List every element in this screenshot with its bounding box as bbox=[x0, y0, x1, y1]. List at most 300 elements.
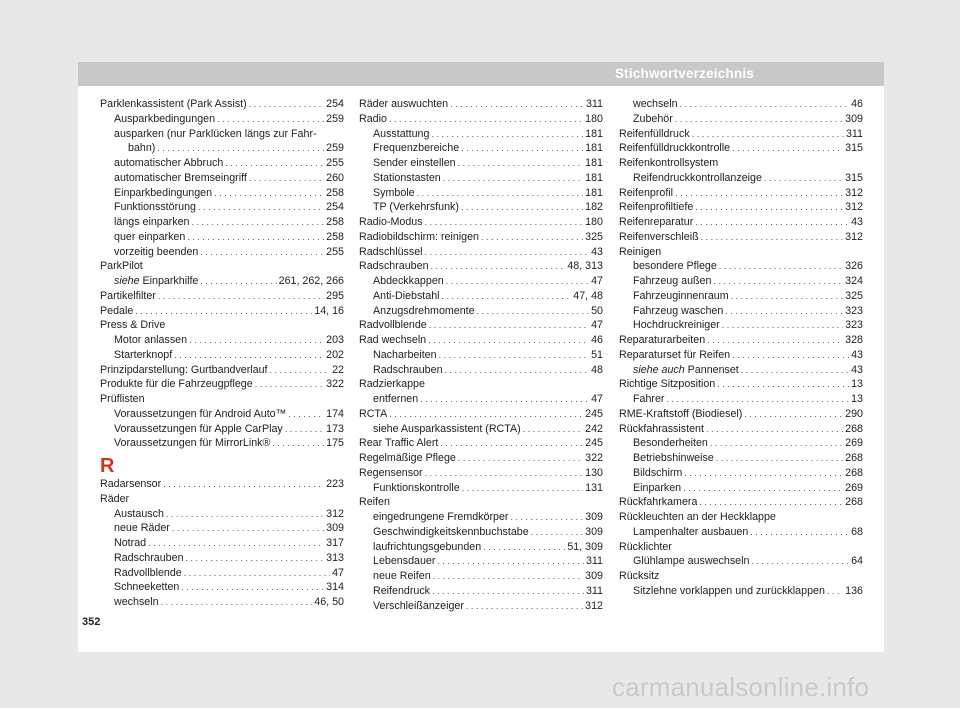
index-entry-page: 258 bbox=[326, 216, 344, 228]
index-entry-page: 313 bbox=[326, 551, 344, 564]
index-entry bbox=[619, 230, 863, 245]
index-entry-label: Richtige Sitzposition bbox=[619, 378, 716, 391]
index-entry-label: Rad wechseln bbox=[359, 334, 427, 346]
index-entry-page: 203 bbox=[326, 334, 344, 346]
dot-leader bbox=[483, 540, 565, 555]
index-entry bbox=[100, 422, 344, 437]
dot-leader bbox=[198, 200, 324, 215]
index-entry bbox=[100, 318, 344, 333]
index-entry bbox=[359, 392, 603, 407]
index-entry bbox=[359, 333, 603, 348]
index-entry-page: 173 bbox=[326, 422, 344, 435]
index-entry bbox=[100, 141, 344, 156]
index-entry-page: 181 bbox=[585, 127, 603, 140]
index-entry-page: 181 bbox=[585, 186, 603, 199]
index-entry-label: Radschlüssel bbox=[359, 245, 423, 258]
index-entry-label: Geschwindigkeitskennbuchstabe bbox=[373, 525, 529, 538]
index-entry-page: 13 bbox=[851, 393, 863, 405]
dot-leader bbox=[431, 259, 566, 274]
dot-leader bbox=[764, 171, 843, 186]
index-entry-label: Voraussetzungen für Android Auto™ bbox=[114, 407, 287, 420]
dot-leader bbox=[710, 436, 843, 451]
index-entry-label: Fahrzeug außen bbox=[633, 275, 712, 287]
index-entry bbox=[359, 422, 603, 437]
index-entry-label: TP (Verkehrsfunk) bbox=[373, 201, 459, 214]
index-entry-label: Radschrauben bbox=[114, 551, 184, 564]
dot-leader bbox=[285, 422, 324, 437]
index-entry bbox=[359, 112, 603, 127]
index-entry-label: Ausstattung bbox=[373, 127, 430, 140]
index-entry-label: Prinzipdarstellung: Gurtbandverlauf bbox=[100, 363, 268, 376]
index-entry-label: siehe Ausparkassistent (RCTA) bbox=[373, 422, 521, 435]
index-entry-page: 181 bbox=[585, 157, 603, 169]
index-entry bbox=[100, 492, 344, 507]
index-entry-page: 174 bbox=[326, 407, 344, 420]
index-entry bbox=[359, 363, 603, 378]
dot-leader bbox=[214, 186, 324, 201]
dot-leader bbox=[189, 333, 324, 348]
index-entry bbox=[100, 595, 344, 610]
dot-leader bbox=[744, 407, 843, 422]
dot-leader bbox=[184, 566, 330, 581]
index-entry-label: bahn) bbox=[128, 142, 156, 155]
index-entry bbox=[619, 510, 863, 525]
index-entry-label: Betriebshinweise bbox=[633, 452, 714, 464]
index-entry bbox=[359, 451, 603, 466]
index-entry-page: 51, 309 bbox=[567, 540, 603, 553]
index-entry-label: Reifenfülldruckkontrolle bbox=[619, 142, 731, 155]
index-entry bbox=[359, 274, 603, 289]
index-entry-label: Regensensor bbox=[359, 466, 423, 479]
index-entry-label: Reparaturset für Reifen bbox=[619, 348, 731, 361]
index-entry bbox=[100, 230, 344, 245]
index-entry bbox=[359, 259, 603, 274]
index-entry-label: Prüflisten bbox=[100, 393, 145, 405]
index-entry bbox=[100, 97, 344, 112]
index-entry-label: Fahrzeug waschen bbox=[633, 304, 724, 317]
index-entry bbox=[359, 245, 603, 260]
dot-leader bbox=[181, 580, 324, 595]
dot-leader bbox=[722, 318, 843, 333]
index-entry-page: 312 bbox=[326, 507, 344, 520]
index-entry-label: wechseln bbox=[114, 596, 159, 608]
dot-leader bbox=[249, 171, 324, 186]
index-entry-page: 51 bbox=[591, 348, 603, 361]
index-entry bbox=[359, 377, 603, 392]
index-column-3 bbox=[619, 97, 863, 599]
dot-leader bbox=[217, 112, 324, 127]
index-entry bbox=[100, 477, 344, 492]
index-entry-label: Partikelfilter bbox=[100, 289, 156, 302]
index-entry-label: Voraussetzungen für MirrorLink® bbox=[114, 437, 271, 450]
dot-leader bbox=[462, 481, 583, 496]
index-entry-page: 261, 262, 266 bbox=[278, 275, 344, 287]
index-entry-page: 175 bbox=[326, 437, 344, 450]
dot-leader bbox=[461, 141, 583, 156]
index-entry bbox=[359, 569, 603, 584]
index-entry-page: 181 bbox=[585, 171, 603, 184]
index-entry-page: 312 bbox=[845, 201, 863, 214]
index-entry-page: 131 bbox=[585, 481, 603, 494]
index-entry bbox=[100, 274, 344, 289]
index-entry-label: Schneeketten bbox=[114, 581, 180, 594]
index-entry bbox=[359, 318, 603, 333]
index-entry bbox=[100, 407, 344, 422]
index-entry bbox=[619, 156, 863, 171]
index-entry bbox=[619, 392, 863, 407]
dot-leader bbox=[161, 595, 313, 610]
index-entry bbox=[100, 215, 344, 230]
index-entry-page: 43 bbox=[851, 363, 863, 376]
index-entry-label: Voraussetzungen für Apple CarPlay bbox=[114, 422, 283, 435]
index-entry-page: 48, 313 bbox=[567, 260, 603, 273]
index-entry-label: Anzugsdrehmomente bbox=[373, 304, 475, 317]
index-entry bbox=[359, 141, 603, 156]
index-entry-page: 322 bbox=[326, 378, 344, 391]
index-entry bbox=[359, 230, 603, 245]
index-entry-label: Reifen bbox=[359, 496, 390, 509]
index-entry-label: Lampenhalter ausbauen bbox=[633, 525, 749, 538]
index-entry-page: 268 bbox=[845, 452, 863, 464]
dot-leader bbox=[683, 481, 843, 496]
dot-leader bbox=[425, 245, 590, 260]
dot-leader bbox=[439, 348, 590, 363]
dot-leader bbox=[750, 525, 849, 540]
index-entry bbox=[100, 333, 344, 348]
index-entry-label: Reifenverschleiß bbox=[619, 230, 699, 243]
index-entry bbox=[100, 348, 344, 363]
index-entry-label: längs einparken bbox=[114, 216, 190, 228]
index-entry-label: Notrad bbox=[114, 537, 147, 549]
index-entry-page: 295 bbox=[326, 289, 344, 302]
index-entry bbox=[359, 599, 603, 614]
dot-leader bbox=[684, 466, 843, 481]
dot-leader bbox=[741, 363, 849, 378]
index-entry-reference-prefix: siehe auch bbox=[633, 363, 685, 376]
section-header-bar bbox=[78, 62, 884, 86]
dot-leader bbox=[725, 304, 843, 319]
index-entry bbox=[100, 551, 344, 566]
dot-leader bbox=[466, 599, 583, 614]
index-entry-page: 181 bbox=[585, 142, 603, 155]
index-entry-label: neue Räder bbox=[114, 522, 170, 535]
index-entry-page: 315 bbox=[845, 142, 863, 155]
index-entry-label: Räder auswuchten bbox=[359, 98, 449, 110]
index-entry-page: 47 bbox=[591, 393, 603, 405]
index-entry bbox=[619, 200, 863, 215]
index-entry-page: 325 bbox=[845, 289, 863, 302]
index-entry-page: 312 bbox=[845, 230, 863, 243]
index-entry-label: Stationstasten bbox=[373, 171, 441, 184]
index-entry-page: 46, 50 bbox=[314, 596, 344, 608]
index-entry-label: Radio bbox=[359, 112, 387, 125]
index-entry-label: Abdeckkappen bbox=[373, 275, 444, 287]
index-letter-heading: R bbox=[100, 455, 115, 477]
index-entry-page: 130 bbox=[585, 466, 603, 479]
index-entry bbox=[619, 540, 863, 555]
index-entry-label: RCTA bbox=[359, 407, 388, 420]
index-entry bbox=[359, 525, 603, 540]
index-entry-label: Radarsensor bbox=[100, 478, 162, 490]
index-entry-page: 260 bbox=[326, 171, 344, 184]
index-entry-label: laufrichtungsgebunden bbox=[373, 540, 482, 553]
index-entry-page: 309 bbox=[585, 525, 603, 538]
dot-leader bbox=[270, 363, 331, 378]
index-entry-page: 255 bbox=[326, 245, 344, 258]
index-entry bbox=[100, 171, 344, 186]
index-entry-label: wechseln bbox=[633, 98, 678, 110]
index-entry-label: Rücksitz bbox=[619, 570, 660, 582]
index-entry-label: Press & Drive bbox=[100, 319, 166, 332]
dot-leader bbox=[425, 466, 584, 481]
index-entry bbox=[359, 466, 603, 481]
index-entry-page: 258 bbox=[326, 230, 344, 243]
index-entry bbox=[619, 289, 863, 304]
index-entry bbox=[359, 127, 603, 142]
index-entry bbox=[100, 363, 344, 378]
dot-leader bbox=[191, 215, 324, 230]
index-entry bbox=[359, 97, 603, 112]
index-entry bbox=[359, 304, 603, 319]
index-entry-page: 255 bbox=[326, 157, 344, 169]
index-entry-label: automatischer Bremseingriff bbox=[114, 171, 247, 184]
index-entry-label: ausparken (nur Parklücken längs zur Fahr- bbox=[114, 127, 317, 140]
index-entry-label: Sender einstellen bbox=[373, 157, 456, 169]
index-entry-label-text: Pannenset bbox=[684, 363, 739, 376]
dot-leader bbox=[417, 186, 584, 201]
index-entry bbox=[619, 377, 863, 392]
index-entry-page: 13 bbox=[851, 378, 863, 391]
dot-leader bbox=[148, 536, 324, 551]
index-entry-label: Parklenkassistent (Park Assist) bbox=[100, 98, 247, 110]
dot-leader bbox=[692, 127, 844, 142]
index-entry bbox=[100, 377, 344, 392]
index-entry bbox=[619, 333, 863, 348]
index-entry bbox=[359, 540, 603, 555]
index-column-2 bbox=[359, 97, 603, 613]
index-entry-label: Symbole bbox=[373, 186, 415, 199]
index-entry bbox=[100, 436, 344, 451]
index-entry-page: 323 bbox=[845, 304, 863, 317]
index-entry bbox=[619, 422, 863, 437]
index-entry-page: 315 bbox=[845, 171, 863, 184]
dot-leader bbox=[510, 510, 583, 525]
index-entry bbox=[619, 112, 863, 127]
dot-leader bbox=[699, 495, 843, 510]
index-entry-page: 317 bbox=[326, 537, 344, 549]
index-entry bbox=[100, 566, 344, 581]
dot-leader bbox=[719, 259, 843, 274]
dot-leader bbox=[272, 436, 324, 451]
dot-leader bbox=[187, 230, 324, 245]
dot-leader bbox=[442, 289, 572, 304]
index-entry-page: 22 bbox=[332, 363, 344, 376]
index-entry bbox=[619, 466, 863, 481]
index-entry-label: Rücklichter bbox=[619, 540, 672, 553]
index-entry bbox=[359, 215, 603, 230]
index-entry bbox=[619, 245, 863, 260]
index-entry-label: Reifenkontrollsystem bbox=[619, 157, 719, 169]
index-entry bbox=[359, 436, 603, 451]
index-entry-label: Produkte für die Fahrzeugpflege bbox=[100, 378, 253, 391]
index-entry-page: 322 bbox=[585, 452, 603, 464]
index-entry bbox=[100, 156, 344, 171]
dot-leader bbox=[420, 392, 589, 407]
index-entry-label: Rückfahrassistent bbox=[619, 422, 704, 435]
dot-leader bbox=[446, 274, 589, 289]
index-entry-page: 180 bbox=[585, 112, 603, 125]
index-entry bbox=[359, 510, 603, 525]
dot-leader bbox=[458, 156, 584, 171]
index-entry-label: Fahrzeuginnenraum bbox=[633, 289, 729, 302]
index-entry-page: 47 bbox=[591, 275, 603, 287]
index-entry-page: 68 bbox=[851, 525, 863, 538]
index-entry-page: 269 bbox=[845, 437, 863, 450]
index-entry-page: 324 bbox=[845, 275, 863, 287]
dot-leader bbox=[443, 171, 583, 186]
index-entry-page: 259 bbox=[326, 142, 344, 155]
index-entry bbox=[619, 304, 863, 319]
index-entry-label: Funktionskontrolle bbox=[373, 481, 460, 494]
index-entry bbox=[619, 481, 863, 496]
index-entry bbox=[619, 97, 863, 112]
index-entry-page: 43 bbox=[591, 245, 603, 258]
dot-leader bbox=[172, 521, 324, 536]
index-entry bbox=[359, 481, 603, 496]
index-entry-page: 311 bbox=[845, 127, 863, 140]
dot-leader bbox=[458, 451, 583, 466]
index-entry-page: 290 bbox=[845, 407, 863, 420]
dot-leader bbox=[200, 274, 276, 289]
index-entry bbox=[100, 245, 344, 260]
index-entry-label: Lebensdauer bbox=[373, 555, 436, 568]
index-entry-label: Pedale bbox=[100, 304, 134, 317]
index-entry bbox=[619, 274, 863, 289]
dot-leader bbox=[523, 422, 583, 437]
dot-leader bbox=[461, 200, 583, 215]
index-entry-page: 182 bbox=[585, 201, 603, 214]
index-entry-label: Austausch bbox=[114, 507, 164, 520]
index-entry bbox=[100, 186, 344, 201]
index-entry-page: 50 bbox=[591, 304, 603, 317]
index-entry-label: Radzierkappe bbox=[359, 378, 425, 391]
index-entry bbox=[619, 436, 863, 451]
index-entry-label: Reinigen bbox=[619, 245, 662, 258]
dot-leader bbox=[433, 569, 584, 584]
index-entry-page: 47 bbox=[332, 566, 344, 579]
index-entry-label: Reifenprofiltiefe bbox=[619, 201, 694, 214]
dot-leader bbox=[732, 141, 843, 156]
index-entry-label: Regelmäßige Pflege bbox=[359, 452, 456, 464]
index-entry bbox=[359, 348, 603, 363]
index-entry-page: 47 bbox=[591, 319, 603, 332]
index-entry-label: Einparken bbox=[633, 481, 682, 494]
index-entry bbox=[359, 495, 603, 510]
index-entry-label: Frequenzbereiche bbox=[373, 142, 460, 155]
dot-leader bbox=[389, 407, 583, 422]
index-entry-page: 312 bbox=[845, 186, 863, 199]
index-entry bbox=[619, 215, 863, 230]
index-entry-label bbox=[114, 274, 198, 289]
index-entry-label: Reifendruckkontrollanzeige bbox=[633, 171, 762, 184]
dot-leader bbox=[707, 333, 843, 348]
index-entry-page: 43 bbox=[851, 216, 863, 228]
index-entry-label: Motor anlassen bbox=[114, 334, 188, 346]
dot-leader bbox=[432, 584, 584, 599]
section-title: Stichwortverzeichnis bbox=[614, 66, 754, 81]
watermark: carmanualsonline.info bbox=[612, 672, 870, 702]
index-entry-label: Hochdruckreiniger bbox=[633, 319, 720, 332]
index-entry-label: Verschleißanzeiger bbox=[373, 599, 464, 612]
dot-leader bbox=[695, 200, 843, 215]
page-number: 352 bbox=[82, 616, 101, 628]
index-entry-label: quer einparken bbox=[114, 230, 186, 243]
index-entry bbox=[619, 348, 863, 363]
index-entry-label: Reifenprofil bbox=[619, 186, 674, 199]
index-entry-label: Reparaturarbeiten bbox=[619, 334, 706, 346]
index-entry bbox=[100, 259, 344, 274]
index-entry bbox=[619, 407, 863, 422]
index-entry-page: 323 bbox=[845, 319, 863, 332]
index-entry-label: Anti-Diebstahl bbox=[373, 289, 440, 302]
index-entry-label: Reifendruck bbox=[373, 584, 431, 597]
dot-leader bbox=[428, 333, 589, 348]
index-entry bbox=[619, 259, 863, 274]
index-entry-label: vorzeitig beenden bbox=[114, 245, 199, 258]
dot-leader bbox=[732, 348, 849, 363]
dot-leader bbox=[174, 348, 324, 363]
index-entry bbox=[100, 127, 344, 142]
index-entry-label: Einparkbedingungen bbox=[114, 186, 213, 199]
index-entry-label: Radschrauben bbox=[359, 260, 429, 273]
index-entry-page: 259 bbox=[326, 112, 344, 125]
index-entry bbox=[100, 392, 344, 407]
dot-leader bbox=[706, 422, 843, 437]
index-entry-page: 312 bbox=[585, 599, 603, 612]
index-entry bbox=[619, 171, 863, 186]
index-entry-page: 223 bbox=[326, 478, 344, 490]
index-entry bbox=[619, 318, 863, 333]
index-entry bbox=[100, 289, 344, 304]
index-entry-label: Zubehör bbox=[633, 112, 673, 125]
index-entry-page: 328 bbox=[845, 334, 863, 346]
index-entry bbox=[359, 200, 603, 215]
index-entry-page: 309 bbox=[585, 570, 603, 582]
index-entry-label: ParkPilot bbox=[100, 260, 143, 273]
index-entry bbox=[619, 584, 863, 599]
index-entry-label: Nacharbeiten bbox=[373, 348, 437, 361]
dot-leader bbox=[680, 97, 850, 112]
dot-leader bbox=[675, 186, 843, 201]
index-entry-page: 48 bbox=[591, 363, 603, 376]
index-entry bbox=[100, 507, 344, 522]
index-entry-page: 46 bbox=[851, 98, 863, 110]
index-entry bbox=[359, 554, 603, 569]
index-entry-page: 268 bbox=[845, 422, 863, 435]
dot-leader bbox=[675, 112, 843, 127]
dot-leader bbox=[717, 377, 849, 392]
index-entry-page: 309 bbox=[326, 522, 344, 535]
index-entry-page: 180 bbox=[585, 216, 603, 228]
index-entry-page: 258 bbox=[326, 186, 344, 199]
index-entry-label: entfernen bbox=[373, 393, 419, 405]
index-entry-label: Sitzlehne vorklappen und zurückklappen bbox=[633, 584, 825, 597]
index-entry-label: automatischer Abbruch bbox=[114, 157, 224, 169]
dot-leader bbox=[731, 289, 844, 304]
index-entry bbox=[100, 536, 344, 551]
index-entry bbox=[359, 584, 603, 599]
dot-leader bbox=[158, 289, 324, 304]
